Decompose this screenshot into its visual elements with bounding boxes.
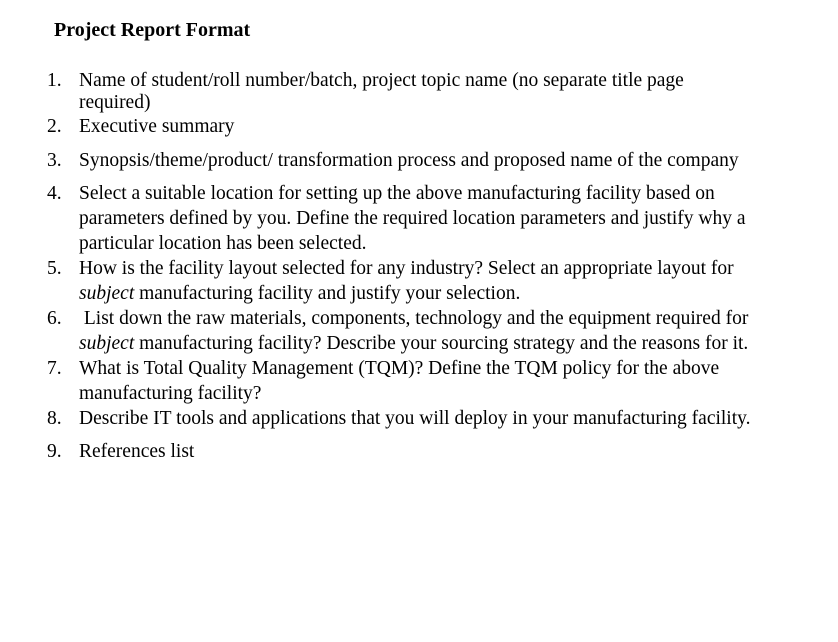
list-item-text bbox=[79, 148, 779, 173]
list-item-line: particular location has been selected. bbox=[79, 233, 367, 254]
list-item-number: 8. bbox=[47, 408, 62, 429]
list-item-line-rest: manufacturing facility? Describe your sourcing strategy and the reasons for it. bbox=[134, 333, 749, 354]
list-item-line: References list bbox=[79, 441, 195, 462]
list-item-line: Describe IT tools and applications that you will deploy in your manufacturing facility. bbox=[79, 408, 751, 429]
document-title: Project Report Format bbox=[54, 19, 251, 41]
list-item-line: parameters defined by you. Define the required location parameters and justify why a bbox=[79, 208, 746, 229]
list-item-text bbox=[79, 68, 779, 115]
list-item-text bbox=[79, 439, 779, 464]
list-item-number: 7. bbox=[47, 358, 62, 379]
list-item-line: Name of student/roll number/batch, project topic name (no separate title page bbox=[79, 70, 684, 91]
list-item-number: 1. bbox=[47, 70, 62, 91]
list-item-number: 9. bbox=[47, 441, 62, 462]
list-item-text bbox=[79, 306, 779, 356]
list-item-line: required) bbox=[79, 92, 151, 113]
list-item-text bbox=[79, 256, 779, 306]
list-item-line: Select a suitable location for setting up the above manufacturing facility based on bbox=[79, 183, 715, 204]
list-item-number: 4. bbox=[47, 183, 62, 204]
list-item-number: 3. bbox=[47, 150, 62, 171]
list-item-number: 6. bbox=[47, 308, 62, 329]
list-item-text bbox=[79, 406, 779, 431]
list-item-line: Executive summary bbox=[79, 116, 235, 137]
list-item-number: 2. bbox=[47, 116, 62, 137]
list-item-line-rest: manufacturing facility and justify your selection. bbox=[134, 283, 521, 304]
list-item-line: List down the raw materials, components, technology and the equipment required for bbox=[79, 308, 749, 329]
list-item-line bbox=[79, 331, 779, 356]
list-item-line: manufacturing facility? bbox=[79, 383, 262, 404]
list-item-line: What is Total Quality Management (TQM)? Define the TQM policy for the above bbox=[79, 358, 720, 379]
list-item-line: How is the facility layout selected for any industry? Select an appropriate layout for bbox=[79, 258, 734, 279]
list-item-text bbox=[79, 356, 779, 406]
list-item-line: Synopsis/theme/product/ transformation process and proposed name of the company bbox=[79, 150, 739, 171]
list-item-line bbox=[79, 281, 779, 306]
list-item-text bbox=[79, 181, 779, 256]
italic-word: subject bbox=[79, 283, 135, 304]
list-item-number: 5. bbox=[47, 258, 62, 279]
list-item-text bbox=[79, 114, 779, 139]
italic-word: subject bbox=[79, 333, 135, 354]
